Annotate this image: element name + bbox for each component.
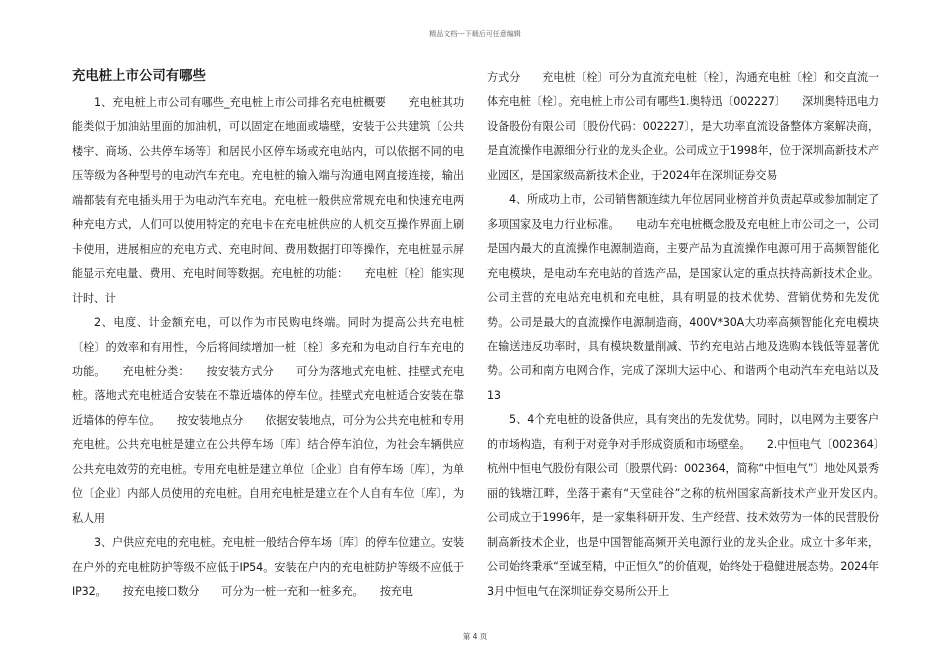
paragraph-2: 2、电度、计金额充电，可以作为市民购电终端。同时为提高公共充电桩〔栓〕的效率和有用性，今后将间续增加一桩〔栓〕多充和为电动自行车充电的功能。 充电桩分类： 按安装方式分 可分为落地式充电桩、挂壁式充电桩。落地式充电桩适合安装在不靠近墙体的停车位。挂壁式充电桩适合安装在靠近墙体的停车位。 按安装地点分 依据安装地点，可分为公共充电桩和专用充电桩。公共充电桩是建立在公共停车场〔库〕结合停车泊位，为社会车辆供应公共充电效劳的充电桩。专用充电桩是建立单位〔企业〕自有停车场〔库〕，为单位〔企业〕内部人员使用的充电桩。自用充电桩是建立在个人自有车位〔库〕，为私人用: [72, 316, 464, 525]
document-title: 充电桩上市公司有哪些: [72, 69, 206, 84]
paragraph-4: 4、所成功上市，公司销售额连续九年位居同业榜首并负责起草或参加制定了多项国家及电力行业标准。 电动车充电桩概念股及充电桩上市公司之一，公司是国内最大的直流操作电源制造商，主要产品为直流操作电源可用于高频智能化充电模块，是电动车充电站的首选产品，是国家认定的重点扶持高新技术企业。公司主营的充电站充电机和充电桩，具有明显的技术优势、营销优势和先发优势。公司是最大的直流操作电源制造商，400V*30A大功率高频智能化充电模块在输送违反功率时，具有模块数量削减、节约充电站占地及选购本钱低等显著优势。公司和南方电网合作，完成了深圳大运中心、和谐两个电动汽车充电站以及13: [487, 193, 879, 402]
page-header: 精品文档---下载后可任意编辑: [429, 30, 521, 38]
left-column: [72, 66, 464, 605]
page-number: 第 4 页: [462, 632, 488, 641]
paragraph-5: 5、4个充电桩的设备供应，具有突出的先发优势。同时，以电网为主要客户的市场构造，有利于对竞争对手形成资质和市场壁垒。 2.中恒电气〔002364〕 杭州中恒电气股份有限公司〔股票代码：002364，简称“中恒电气”〕地处风景秀丽的钱塘江畔，坐落于素有“天堂硅谷”之称的杭州国家高新技术产业开发区内。 公司成立于1996年，是一家集科研开发、生产经营、技术效劳为一体的民营股份制高新技术企业，也是中国智能高频开关电源行业的龙头企业。成立十多年来，公司始终秉承“至诚至精，中正恒久”的价值观，始终处于稳健进展态势。2024年3月中恒电气在深圳证券交易所公开上: [487, 413, 901, 598]
paragraph-1: 1、充电桩上市公司有哪些_充电桩上市公司排名充电桩概要 充电桩其功能类似于加油站里面的加油机，可以固定在地面或墙壁，安装于公共建筑〔公共楼宇、商场、公共停车场等〕和居民小区停车场或充电站内，可以依据不同的电压等级为各种型号的电动汽车充电。充电桩的输入端与沟通电网直接连接，输出端都装有充电插头用于为电动汽车充电。充电桩一般供应常规充电和快速充电两种充电方式，人们可以使用特定的充电卡在充电桩供应的人机交互操作界面上刷卡使用，进展相应的充电方式、充电时间、费用数据打印等操作，充电桩显示屏能显示充电量、费用、充电时间等数据。充电桩的功能： 充电桩〔栓〕能实现计时、计: [72, 96, 464, 305]
paragraph-3: 3、户供应充电的充电桩。充电桩一般结合停车场〔库〕的停车位建立。安装在户外的充电桩防护等级不应低于IP54。安装在户内的充电桩防护等级不应低于IP32。 按充电接口数分 可分为一桩一充和一桩多充。 按充电: [72, 536, 464, 599]
paragraph-3-continued: 方式分 充电桩〔栓〕可分为直流充电桩〔栓〕，沟通充电桩〔栓〕和交直流一体充电桩〔栓〕。充电桩上市公司有哪些1.奥特迅〔002227〕 深圳奥特迅电力设备股份有限公司〔股份代码：002227〕，是大功率直流设备整体方案解决商，是直流操作电源细分行业的龙头企业。公司成立于1998年，位于深圳高新技术产业园区，是国家级高新技术企业，于2024年在深圳证券交易: [487, 71, 879, 182]
right-column: [487, 66, 901, 604]
